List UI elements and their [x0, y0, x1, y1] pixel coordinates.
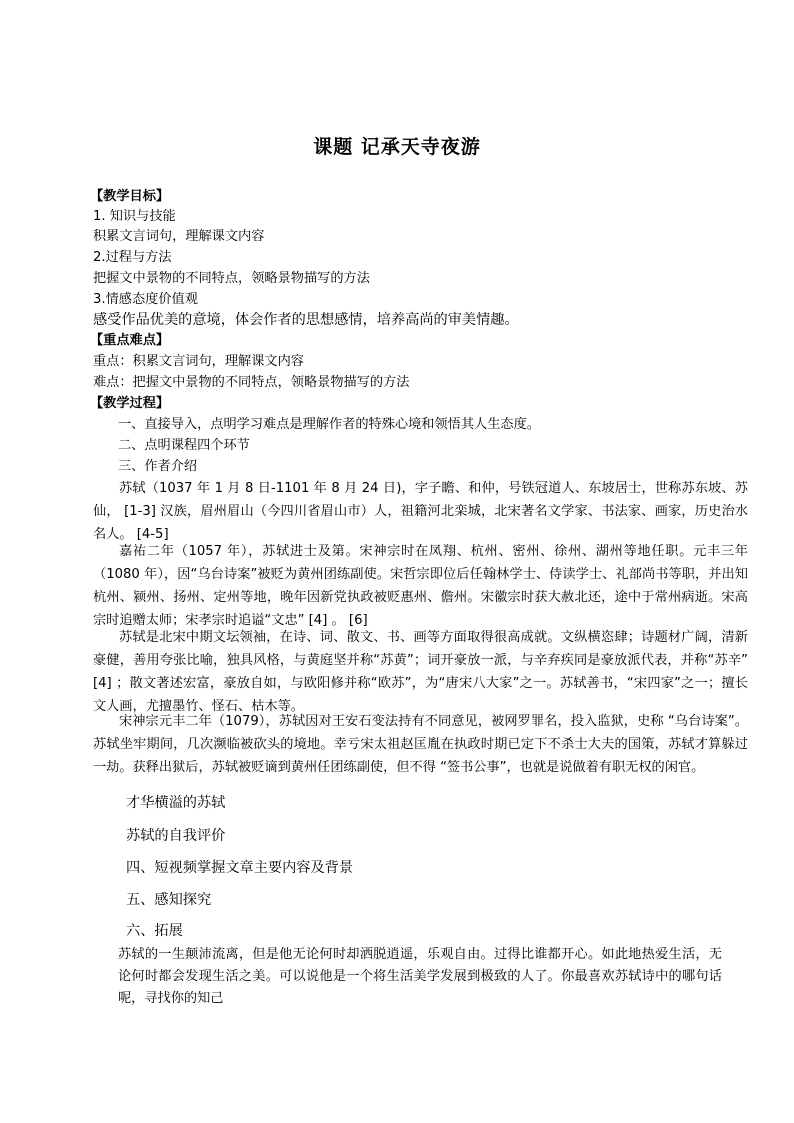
goal2-text: 把握文中景物的不同特点，领略景物描写的方法	[93, 271, 370, 286]
list-item: 才华横溢的苏轼	[126, 795, 226, 811]
section-heading-key-points: 【重点难点】	[90, 333, 170, 348]
list-item: 苏轼的自我评价	[126, 828, 226, 844]
author-bio-paragraph-4: 宋神宗元丰二年（1079），苏轼因对王安石变法持有不同意见，被网罗罪名，投入监狱，史称 “乌台诗案”。苏轼坐牢期间，几次濒临被砍头的境地。幸亏宋太祖赵匡胤在执政时期已定下不杀士大夫的国策，苏轼才算躲过一劫。获释出狱后，苏轼被贬谪到黄州任团练副使，但不得 “签书公事”，也就是说做着有职无权的闲官。	[93, 714, 748, 775]
step-2: 二、点明课程四个环节	[118, 438, 250, 453]
goal3-text: 感受作品优美的意境，体会作者的思想感情，培养高尚的审美情趣。	[93, 312, 519, 328]
step-1: 一、直接导入，点明学习难点是理解作者的特殊心境和领悟其人生态度。	[118, 417, 540, 432]
section-heading-goals: 【教学目标】	[90, 189, 170, 204]
goal1-text: 积累文言词句，理解课文内容	[93, 229, 265, 244]
goal1-title: 1. 知识与技能	[93, 209, 176, 224]
page-title: 课题 记承天寺夜游	[313, 136, 481, 158]
goal2-title: 2.过程与方法	[93, 250, 172, 265]
author-bio-paragraph-1: 苏轼（1037 年 1 月 8 日-1101 年 8 月 24 日)，字子瞻、和仲，号铁冠道人、东坡居士，世称苏东坡、苏仙， [1-3] 汉族，眉州眉山（今四川省眉山市）人，祖籍河北栾城，北宋著名文学家、书法家、画家，历史治水名人。 [4-5]	[93, 481, 748, 542]
list-item: 六、拓展	[126, 923, 183, 939]
difficult-point: 难点：把握文中景物的不同特点，领略景物描写的方法	[93, 375, 410, 390]
step-3: 三、作者介绍	[118, 459, 198, 474]
author-bio-paragraph-2: 嘉祐二年（1057 年），苏轼进士及第。宋神宗时在凤翔、杭州、密州、徐州、湖州等地任职。元丰三年（1080 年），因“乌台诗案”被贬为黄州团练副使。宋哲宗即位后任翰林学士、侍读学士、礼部尚书等职，并出知杭州、颍州、扬州、定州等地，晚年因新党执政被贬惠州、儋州。宋徽宗时获大赦北还，途中于常州病逝。宋高宗时追赠太师；宋孝宗时追谥“文忠” [4] 。 [6]	[93, 544, 748, 628]
section-heading-process: 【教学过程】	[90, 396, 170, 411]
author-bio-paragraph-3: 苏轼是北宋中期文坛领袖，在诗、词、散文、书、画等方面取得很高成就。文纵横恣肆；诗题材广阔，清新豪健，善用夸张比喻，独具风格，与黄庭坚并称“苏黄”；词开豪放一派，与辛弃疾同是豪放派代表，并称“苏辛” [4] ；散文著述宏富，豪放自如，与欧阳修并称“欧苏”，为“唐宋八大家”之一。苏轼善书，“宋四家”之一；擅长文人画，尤擅墨竹、怪石、枯木等。	[93, 630, 748, 714]
key-point: 重点：积累文言词句，理解课文内容	[93, 354, 304, 369]
list-item: 四、短视频掌握文章主要内容及背景	[126, 860, 354, 876]
closing-paragraph: 苏轼的一生颠沛流离，但是他无论何时却洒脱逍遥，乐观自由。过得比谁都开心。如此地热爱生活，无论何时都会发现生活之美。可以说他是一个将生活美学发展到极致的人了。你最喜欢苏轼诗中的哪句话呢，寻找你的知己	[118, 947, 722, 1006]
goal3-title: 3.情感态度价值观	[93, 292, 198, 307]
list-item: 五、感知探究	[126, 892, 212, 908]
